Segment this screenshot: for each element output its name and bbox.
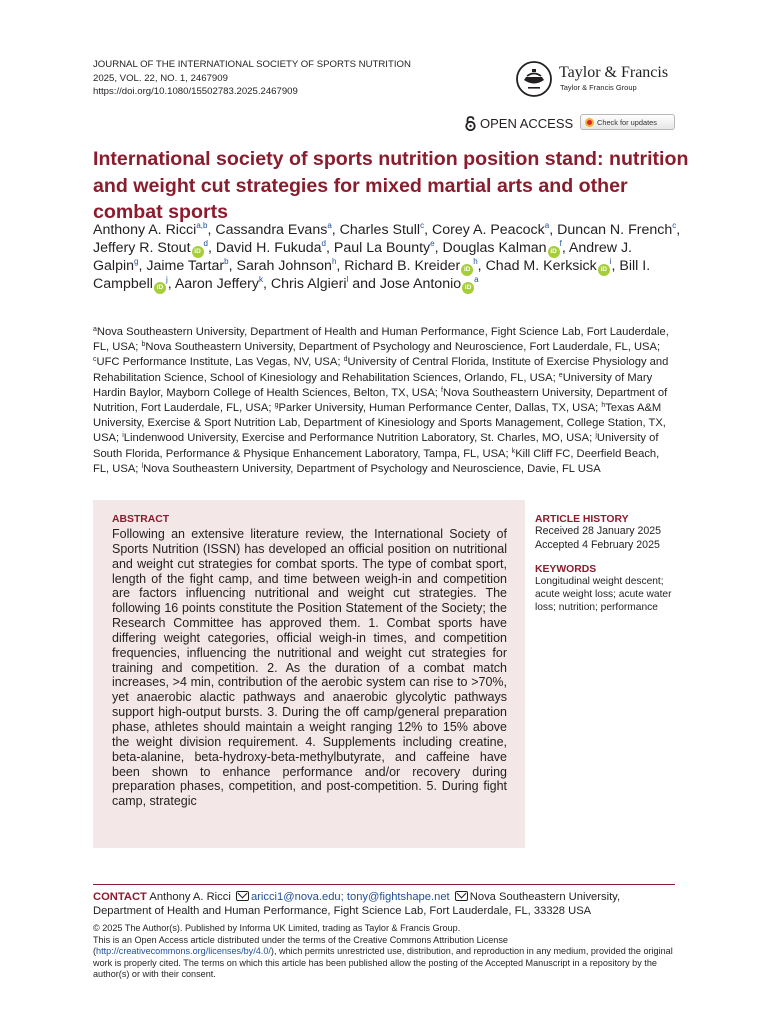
author-affiliation-marker[interactable]: b	[224, 256, 229, 266]
orcid-icon[interactable]: iD	[548, 246, 560, 258]
author-separator: ,	[477, 257, 486, 274]
article-title: International society of sports nutrition position stand: nutrition and weight cut strategies for mixed martial arts and other combat sports	[93, 148, 689, 223]
author-separator: and	[348, 275, 380, 292]
author-name: Anthony A. Ricci	[93, 222, 197, 238]
contact-address: Nova Southeastern University, Department of Health and Human Performance, Fight Science Lab, Fort Lauderdale, FL, 33328 USA	[93, 891, 621, 918]
contact-divider	[93, 884, 675, 885]
affiliation-key: c	[93, 356, 97, 364]
author-separator: ,	[561, 239, 569, 256]
author-separator: ,	[424, 222, 432, 238]
affiliation-key: l	[141, 462, 144, 470]
author-affiliation-marker[interactable]: h	[473, 256, 478, 266]
author-name: David H. Fukuda	[215, 239, 322, 256]
author-separator: ,	[331, 222, 340, 238]
affiliation-key: i	[122, 432, 124, 440]
affiliation-text: Texas A&M University, Exercise & Sport Nutrition Lab, Department of Kinesiology and Sports Management, College Station, TX, USA;	[93, 402, 666, 445]
contact-name: Anthony A. Ricci	[149, 891, 231, 903]
orcid-icon[interactable]: iD	[154, 282, 166, 294]
crossmark-icon	[585, 118, 594, 127]
author-name: Corey A. Peacock	[431, 222, 545, 238]
contact-emails[interactable]: aricci1@nova.edu; tony@fightshape.net	[250, 891, 450, 903]
author-affiliation-marker[interactable]: k	[258, 274, 263, 284]
author-affiliation-marker[interactable]: i	[609, 256, 612, 266]
orcid-icon[interactable]: iD	[462, 282, 474, 294]
author-affiliation-marker[interactable]: a,b	[196, 221, 208, 230]
publisher-logo[interactable]	[515, 60, 675, 98]
affiliation-text: University of Mary Hardin Baylor, Mayborn College of Health Sciences, Belton, TX, USA;	[93, 371, 653, 399]
author-name: Duncan N. French	[557, 222, 673, 238]
affiliation-text: University of Central Florida, Institute of Exercise Physiology and Rehabilitation Science, School of Kinesiology and Rehabilitation Sciences, Orlando, FL, USA;	[93, 356, 669, 384]
author-affiliation-marker[interactable]: a	[474, 274, 479, 284]
keywords-heading: KEYWORDS	[535, 564, 597, 575]
author-name: Richard B. Kreider	[344, 257, 461, 274]
article-history	[535, 514, 685, 552]
journal-header	[93, 58, 411, 99]
email-icon	[236, 891, 249, 901]
author-affiliation-marker[interactable]: c	[420, 221, 425, 230]
affiliation-text: University of South Florida, Performance & Physique Enhancement Laboratory, Tampa, FL, USA;	[93, 432, 659, 460]
author-separator: ,	[434, 239, 443, 256]
copyright-block	[93, 923, 678, 981]
license-text	[93, 935, 678, 981]
author-separator: ,	[228, 257, 237, 274]
author-name: Douglas Kalman	[442, 239, 547, 256]
author-affiliation-marker[interactable]: d	[321, 238, 326, 248]
author-name: Chad M. Kerksick	[485, 257, 597, 274]
author-separator: ,	[207, 222, 216, 238]
affiliation-key: k	[511, 447, 516, 455]
author-name: Jeffery R. Stout	[93, 239, 191, 256]
author-name: Bill I. Campbell	[93, 257, 651, 292]
affiliation-text: Nova Southeastern University, Department of Health and Human Performance, Fight Science Lab, Fort Lauderdale, FL, USA;	[93, 326, 669, 354]
open-access-badge	[465, 116, 573, 131]
publisher-name: Taylor & Francis	[559, 64, 669, 81]
open-lock-icon	[465, 116, 476, 131]
author-affiliation-marker[interactable]: g	[134, 256, 139, 266]
author-affiliation-marker[interactable]: l	[346, 274, 349, 284]
author-name: Andrew J. Galpin	[93, 239, 633, 274]
author-name: Cassandra Evans	[215, 222, 328, 238]
affiliation-key: f	[441, 386, 443, 394]
author-separator: ,	[336, 257, 345, 274]
journal-doi[interactable]: https://doi.org/10.1080/15502783.2025.2467909	[93, 86, 298, 97]
affiliation-key: h	[601, 402, 606, 410]
author-separator: ,	[138, 257, 147, 274]
received-date: Received 28 January 2025	[535, 525, 662, 537]
affiliation-key: d	[343, 356, 348, 364]
author-separator: ,	[326, 239, 334, 256]
author-separator: ,	[611, 257, 620, 274]
author-affiliation-marker[interactable]: h	[331, 256, 337, 266]
contact-block	[93, 890, 678, 918]
license-text-start: This is an Open Access article distributed under the terms of the Creative Commons Attribution License (	[93, 934, 508, 957]
author-name: Aaron Jeffery	[174, 275, 259, 292]
affiliation-key: j	[595, 432, 597, 440]
affiliation-key: e	[558, 371, 563, 379]
abstract-heading: ABSTRACT	[112, 514, 170, 525]
affiliation-list	[93, 325, 678, 477]
affiliation-text: Nova Southeastern University, Department of Nutrition, Fort Lauderdale, FL, USA;	[93, 386, 668, 415]
orcid-icon[interactable]: iD	[598, 264, 610, 276]
affiliation-key: a	[93, 326, 97, 333]
check-for-updates-button[interactable]	[580, 114, 675, 130]
author-affiliation-marker[interactable]: f	[559, 238, 562, 248]
author-list	[93, 222, 683, 294]
author-name: Chris Algieri	[270, 275, 347, 292]
affiliation-text: Parker University, Human Performance Center, Dallas, TX, USA;	[278, 402, 602, 415]
author-name: Sarah Johnson	[236, 257, 332, 274]
orcid-icon[interactable]: iD	[192, 246, 204, 258]
affiliation-text: Lindenwood University, Exercise and Performance Nutrition Laboratory, St. Charles, MO, USA;	[123, 432, 596, 445]
article-history-heading: ARTICLE HISTORY	[535, 514, 629, 525]
contact-label: CONTACT	[93, 891, 147, 903]
journal-volume: 2025, VOL. 22, NO. 1, 2467909	[93, 72, 228, 84]
abstract-text: Following an extensive literature review, the International Society of Sports Nutrition (ISSN) has developed an official position on nutritional and weight cut strategies for combat sports. The type of combat sport, length of the fight camp, and time between weigh-in and competition are factors influencing nutritional and weight cut strategies. The following 16 points constitute the Position Statement of the Society; the Research Committee has approved them. 1. Combat sports have differing weight categories, official weigh-in times, and competition frequencies, influencing the nutritional and weight cut strategies for training and competition. 2. As the duration of a combat match increases, >4 min, contribution of the aerobic system can rise to >70%, yet anaerobic alactic pathways and anaerobic glycolytic pathways support high-output bursts. 3. During the off camp/general preparation phase, athletes should maintain a weight ranging 12% to 15% above the weight division requirement. 4. Supplements including creatine, beta-alanine, beta-hydroxy-beta-methylbutyrate, and caffeine have been shown to enhance performance and/or recovery during preparation phases, competition, and post-competition. 5. During fight camp, strategic	[112, 527, 507, 809]
affiliation-key: b	[141, 341, 146, 349]
license-text-end: ), which permits unrestricted use, distribution, and reproduction in any medium, provided the original work is properly cited. The terms on which this article has been published allow the posting of the Accepted Manuscript in a repository by the author(s) or with their consent.	[93, 946, 673, 980]
keywords	[535, 564, 685, 615]
author-affiliation-marker[interactable]: d	[203, 238, 208, 248]
publisher-group: Taylor & Francis Group	[560, 83, 637, 92]
author-name: Jose Antonio	[379, 275, 462, 292]
check-updates-label: Check for updates	[597, 117, 657, 127]
affiliation-text: UFC Performance Institute, Las Vegas, NV, USA;	[96, 356, 344, 369]
author-affiliation-marker[interactable]: e	[430, 238, 435, 248]
author-affiliation-marker[interactable]: c	[672, 221, 677, 230]
author-affiliation-marker[interactable]: a	[327, 221, 332, 230]
taylor-francis-logo-icon	[515, 60, 553, 98]
license-link[interactable]: http://creativecommons.org/licenses/by/4.0/	[96, 946, 271, 957]
author-name: Jaime Tartar	[146, 257, 225, 274]
affiliation-text: Nova Southeastern University, Department of Psychology and Neuroscience, Fort Lauderdale, FL, USA;	[145, 341, 661, 354]
open-access-label: OPEN ACCESS	[480, 116, 574, 131]
affiliation-text: Kill Cliff FC, Deerfield Beach, FL, USA;	[93, 447, 660, 475]
author-separator: ,	[549, 222, 558, 238]
accepted-date: Accepted 4 February 2025	[535, 538, 660, 551]
affiliation-key: g	[274, 402, 279, 410]
author-separator: ,	[262, 275, 271, 292]
author-name: Paul La Bounty	[333, 239, 431, 256]
orcid-icon[interactable]: iD	[461, 264, 473, 276]
address-icon	[455, 891, 468, 901]
author-separator: ,	[676, 222, 681, 238]
author-separator: ,	[167, 275, 175, 292]
keywords-text: Longitudinal weight descent; acute weight loss; acute water loss; nutrition; performance	[535, 576, 672, 614]
author-separator: ,	[207, 239, 216, 256]
author-affiliation-marker[interactable]: a	[544, 221, 550, 230]
journal-name: JOURNAL OF THE INTERNATIONAL SOCIETY OF SPORTS NUTRITION	[93, 59, 411, 70]
author-name: Charles Stull	[339, 222, 421, 238]
author-affiliation-marker[interactable]: j	[165, 274, 168, 284]
affiliation-text: Nova Southeastern University, Department of Psychology and Neuroscience, Davie, FL USA	[143, 462, 601, 475]
copyright-line: © 2025 The Author(s). Published by Informa UK Limited, trading as Taylor & Francis Group.	[93, 923, 461, 933]
